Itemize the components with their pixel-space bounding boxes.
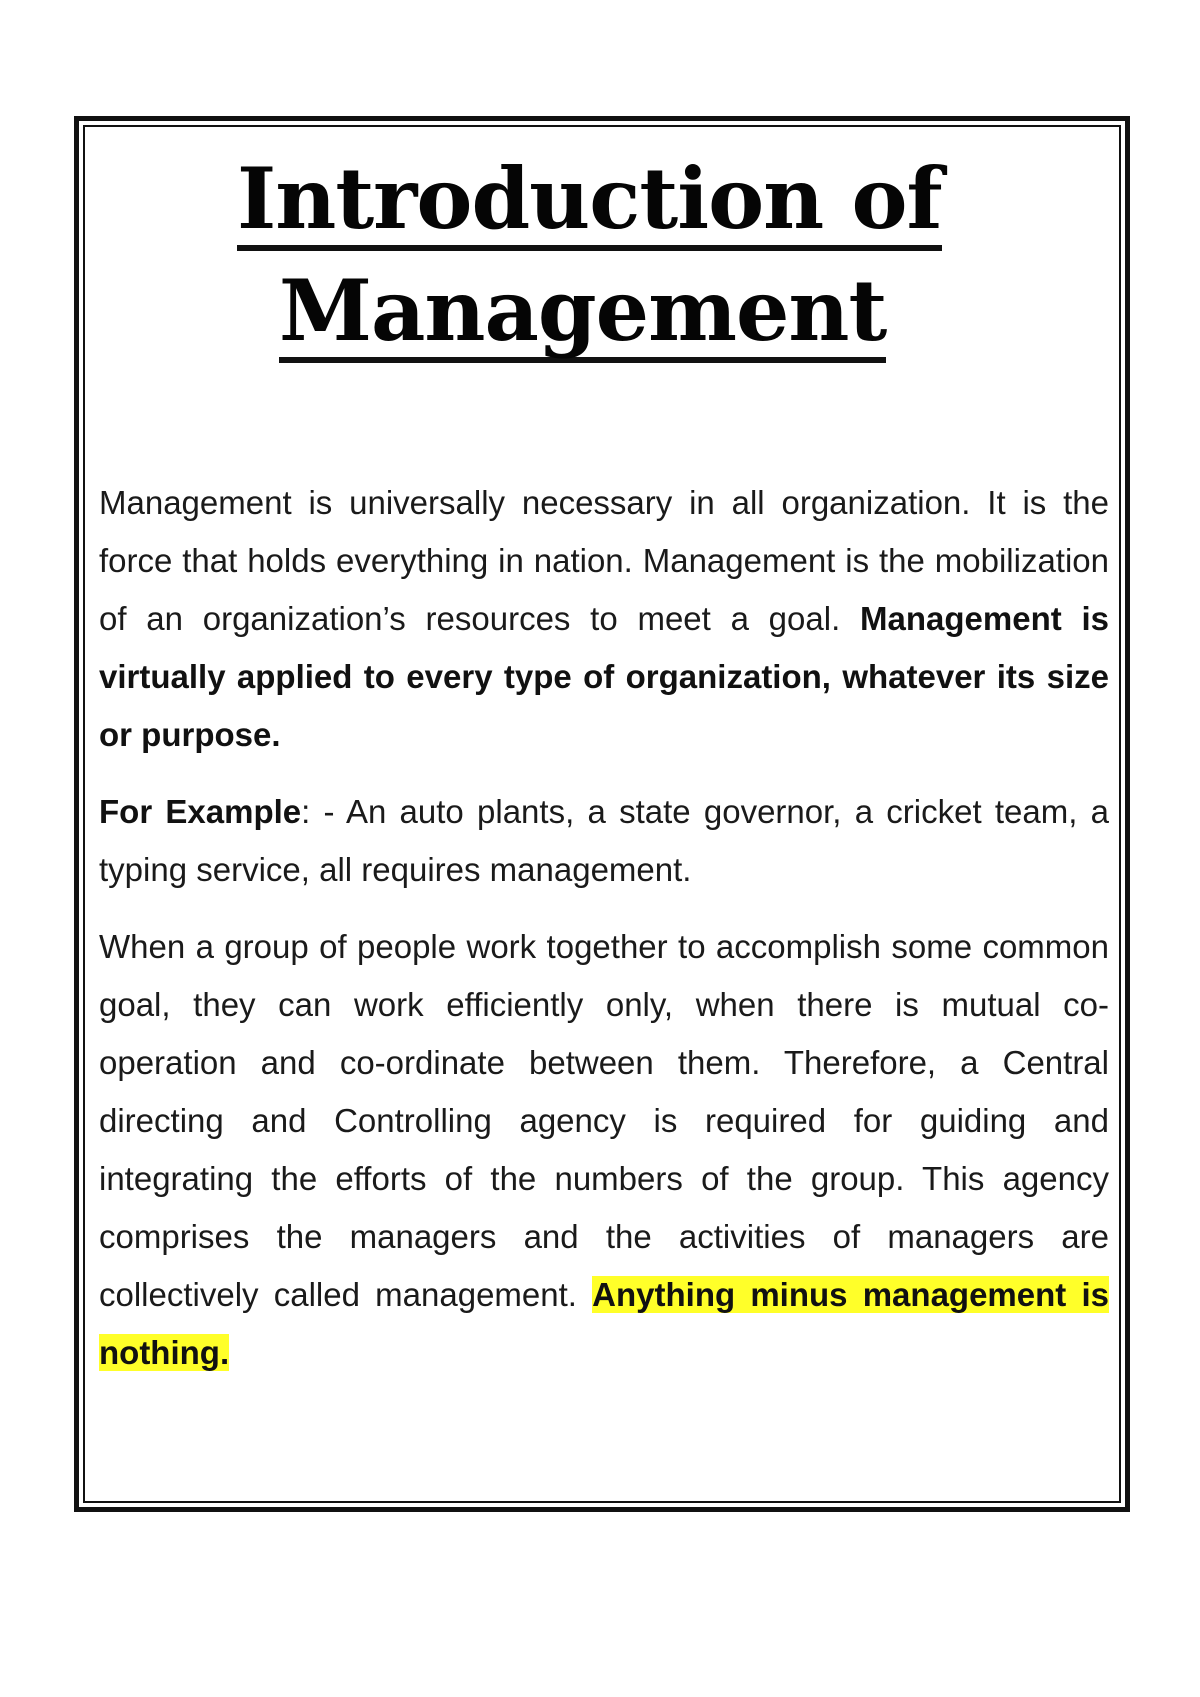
highlighted-conclusion: Anything minus management is nothing.	[99, 1276, 1109, 1371]
paragraph-2	[99, 783, 1109, 899]
example-label: For Example	[99, 793, 302, 830]
title-line-1: Introduction of	[237, 157, 942, 251]
paragraph-1-text: Management is universally necessary in all organization. It is the force that holds everything in nation. Management is the mobilization of an organization’s resources to meet a goal.	[99, 484, 1109, 637]
paragraph-3-text: When a group of people work together to accomplish some common goal, they can work efficiently only, when there is mutual co-operation and co-ordinate between them. Therefore, a Central directing and Controlling agency is required for guiding and integrating the efforts of the numbers of the group. This agency comprises the managers and the activities of managers are collectively called management.	[99, 928, 1109, 1313]
paragraph-2-text: : - An auto plants, a state governor, a cricket team, a typing service, all requires management.	[99, 793, 1109, 888]
title-line-2: Management	[279, 269, 886, 363]
document-body	[99, 474, 1109, 1401]
page-border-frame	[74, 116, 1130, 1512]
paragraph-3	[99, 918, 1109, 1382]
paragraph-1-bold-text: Management is virtually applied to every type of organization, whatever its size or purpose.	[99, 600, 1110, 753]
paragraph-1	[99, 474, 1109, 764]
